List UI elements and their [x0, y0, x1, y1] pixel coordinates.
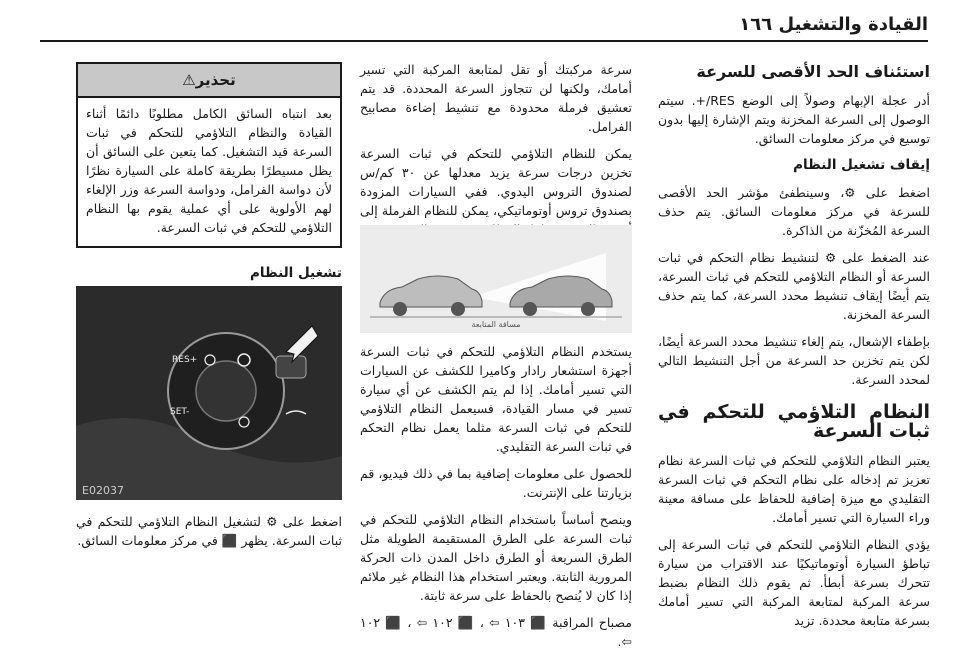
paragraph: يؤدي النظام التلاؤمي للتحكم في ثبات السرعة إلى تباطؤ السيارة أوتوماتيكيًا عند الاقتراب من سيارة تتحرك بسرعة أبطأ. ثم يقوم ذلك النظام بضبط سرعة المركبة لمتابعة المركبة التي تسير أمامك بسرعة متابعة محددة. تزيد	[658, 537, 930, 628]
paragraph: مصباح المراقبة ⬛ ١٠٣ ⇦ ، ⬛ ١٠٢ ⇦ ، ⬛ ١٠٢ ⇦.	[360, 615, 632, 649]
header-rule	[40, 40, 928, 42]
warning-title: تحذير⚠	[78, 64, 340, 98]
paragraph: للحصول على معلومات إضافية بما في ذلك فيديو، قم بزيارتنا على الإنترنت.	[360, 466, 632, 500]
right-column	[658, 60, 930, 638]
cars-illustration	[360, 225, 632, 333]
section-heading-off: إيقاف تشغيل النظام	[793, 157, 930, 173]
acc-button-icon	[276, 356, 306, 378]
warning-text: بعد انتباه السائق الكامل مطلوبًا دائمًا أثناء القيادة والنظام التلاؤمي للتحكم في ثبات السرعة قيد التشغيل. كما يتعين على السائق أن يظل مسيطرًا بطريقة كاملة على السيارة نظرًا لأن دواسة الفرامل، ودواسة السرعة وزر الإلغاء لهم الأولوية على أي عملية يقوم بها النظام التلاؤمي للتحكم في ثبات السرعة.	[86, 106, 332, 235]
middle-column-lower	[360, 342, 632, 659]
image-code: E02037	[82, 484, 124, 497]
paragraph: عند الضغط على ⚙ لتنشيط نظام التحكم في ثبات السرعة أو النظام التلاؤمي للتحكم في ثبات السرعة، يتم أيضًا إيقاف تنشيط محدد السرعة، كما يتم حذف السرعة المخزنة.	[658, 250, 930, 322]
paragraph: سرعة مركبتك أو تقل لمتابعة المركبة التي تسير أمامك، ولكنها لن تتجاوز السرعة المحددة. قد يتم تعشيق فرملة محدودة مع تنشيط إضاءة مصابيح الفرامل.	[360, 62, 632, 134]
set-label: SET-	[170, 407, 190, 417]
caption: اضغط على ⚙ لتشغيل النظام التلاؤمي للتحكم في ثبات السرعة. يظهر ⬛ في مركز معلومات السائق.	[76, 514, 342, 548]
section-heading-on: تشغيل النظام	[249, 265, 342, 281]
left-caption-wrap	[76, 512, 342, 558]
warning-box	[76, 62, 342, 248]
chapter-heading-acc: النظام التلاؤمي للتحكم في ثبات السرعة	[658, 401, 930, 442]
middle-column	[360, 60, 632, 247]
illustration-label: مسافة المتابعة	[471, 320, 521, 329]
thumbwheel-icon	[196, 361, 256, 421]
steering-wheel-controls	[76, 286, 342, 500]
paragraph: اضغط على ⚙، وسينطفئ مؤشر الحد الأقصى للسرعة في مركز معلومات السائق. يتم حذف السرعة المُخزّنة من الذاكرة.	[658, 185, 930, 238]
res-label: RES+	[172, 355, 198, 365]
paragraph: يعتبر النظام التلاؤمي للتحكم في ثبات السرعة نظام تعزيز تم إدخاله على نظام التحكم في ثبات السرعة التقليدي مع ميزة إضافية للحفاظ على مسافة معينة وراء السيارة التي تسير أمامك.	[658, 453, 930, 525]
steering-wheel-photo	[76, 286, 342, 500]
paragraph: يمكن للنظام التلاؤمي للتحكم في ثبات السرعة تخزين درجات سرعة يزيد معدلها عن ٣٠ كم/س لصندوق التروس اليدوي. ففي السيارات المزودة بصندوق تروس أوتوماتيكي، يمكن للنظام الفرملة إلى	[360, 146, 632, 218]
paragraph: بإطفاء الإشعال، يتم إلغاء تنشيط محدد السرعة أيضًا، لكن يتم تخزين حد السرعة من أجل التنشيط التالي لمحدد السرعة.	[658, 334, 930, 387]
paragraph: يستخدم النظام التلاؤمي للتحكم في ثبات السرعة أجهزة استشعار رادار وكاميرا للكشف عن السيارات التي تسير أمامك. إذا لم يتم الكشف عن أي سيارة تسير في مسار القيادة، فسيعمل النظام التلاؤمي للتحكم في ثبات السرعة مثلما يعمل نظام التحكم في ثبات السرعة التقليدي.	[360, 344, 632, 454]
page-header	[40, 14, 928, 38]
paragraph: أدر عجلة الإبهام وصولاً إلى الوضع RES/+. سيتم الوصول إلى السرعة المخزنة ويتم الإشارة إليها بدون توسيع في مركز معلومات السائق.	[658, 93, 931, 146]
following-distance-illustration	[360, 225, 632, 333]
front-car-icon	[380, 276, 482, 316]
page-title: القيادة والتشغيل ١٦٦	[739, 14, 928, 35]
paragraph: وينصح أساساً باستخدام النظام التلاؤمي للتحكم في ثبات السرعة على الطرق المستقيمة الطويلة مثل الطرق السريعة أو الطرق داخل المدن ذات الحركة المرورية الثابتة. ويعتبر استخدام هذا النظام غير ملائم إذا كان لا يُنصح بالحفاظ على سرعة ثابتة.	[360, 512, 632, 603]
section-heading-resume: استئناف الحد الأقصى للسرعة	[696, 62, 930, 81]
